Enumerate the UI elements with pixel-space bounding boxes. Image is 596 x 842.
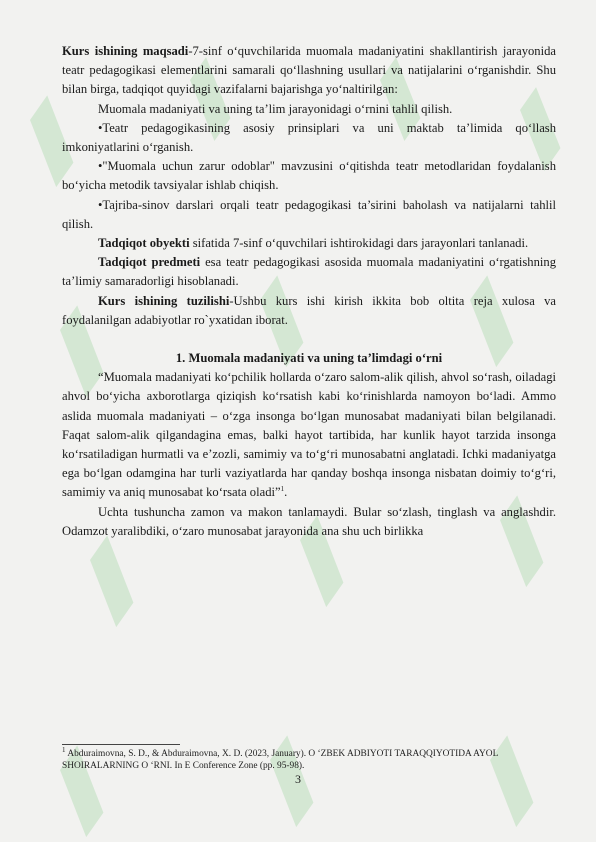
aim-text: -7-sinf o‘quvchilarida muomala madaniyatini shakllantirish jarayonida teatr pedagogikasi elementlarini samarali qo‘llashning usullari va natijalarini o‘rganishdir. Shu bilan birga, tadqiqot quyidagi vazifalarni bajarishga yo‘naltirilgan: xyxy=(62,44,556,97)
paragraph-aim xyxy=(62,42,556,100)
quote-end: . xyxy=(284,485,288,500)
paragraph-object xyxy=(62,234,556,253)
paragraph-task-2: •Teatr pedagogikasining asosiy prinsiplari va uni maktab ta’limida qo‘llash imkoniyatlarini o‘rganish. xyxy=(62,120,556,155)
quote-text: “Muomala madaniyati ko‘pchilik hollarda o‘zaro salom-alik qilish, ahvol so‘rash, oiladagi ahvol bo‘yicha axborotlarga qiziqish ko‘rsatish kabi ko‘rinishlarda namoyon bo‘ladi. Ammo aslida muomala madaniyati – o‘zga insonga bo‘lgan munosabat madaniyati bilan belgilanadi. Faqat salom-alik qilgandagina emas, balki hayot tartibida, har kunlik hayot tarzida insonga ko‘rsatiladigan hurmatli va e’zozli, samimiy va to‘g‘ri munosabatni anglatadi. Ichki madaniyatga ega bo‘lgan odamgina har turli vaziyatlarda har qanday boshqa insonga nisbatan doimiy to‘g‘ri, samimiy va aniq munosabat ko‘rsata oladi” xyxy=(62,370,556,500)
footnote-reference[interactable]: 1 xyxy=(280,485,285,494)
term-structure: Kurs ishining tuzilishi xyxy=(98,293,230,308)
footnote-mark: 1 xyxy=(62,745,66,754)
structure-text: -Ushbu kurs ishi kirish ikkita bob oltita reja xulosa va foydalanilgan adabiyotlar ro`yxatidan iborat. xyxy=(62,293,556,327)
paragraph-task-3: •"Muomala uchun zarur odoblar" mavzusini o‘qitishda teatr metodlaridan foydalanish bo‘yicha metodik tavsiyalar ishlab chiqish. xyxy=(62,159,556,193)
subject-text: esa teatr pedagogikasi asosida muomala madaniyatini o‘rgatishning ta’limiy samaradorligi hisoblanadi. xyxy=(62,255,556,289)
footnote xyxy=(62,745,556,772)
paragraph-subject xyxy=(62,253,556,291)
footnote-text: Abduraimovna, S. D., & Abduraimovna, X. D. (2023, January). O ‘ZBEK ADBIYOTI TARAQQIYOTIDA AYOL SHOIRALARNING O ‘RNI. In E Conference Zone (pp. 95-98). xyxy=(62,749,498,771)
term-object: Tadqiqot obyekti xyxy=(98,236,190,251)
paragraph-task-1: Muomala madaniyati va uning ta’lim jarayonidagi o‘rnini tahlil qilish. xyxy=(98,101,453,116)
section-heading: 1. Muomala madaniyati va uning ta’limdagi o‘rni xyxy=(175,351,443,366)
object-text: sifatida 7-sinf o‘quvchilari ishtirokidagi dars jarayonlari tanlanadi. xyxy=(189,236,529,251)
paragraph-task-4: •Tajriba-sinov darslari orqali teatr pedagogikasi ta’sirini baholash va natijalarni tahlil qilish. xyxy=(62,197,556,231)
term-subject: Tadqiqot predmeti xyxy=(98,255,201,270)
paragraph-structure xyxy=(62,292,556,330)
footnote-separator xyxy=(62,744,180,745)
paragraph-concepts: Uchta tushuncha zamon va makon tanlamaydi. Bular so‘zlash, tinglash va anglashdir. Odamzot yaralibdiki, o‘zaro munosabat jarayonida ana shu uch birlikka xyxy=(62,504,556,538)
page-number: 3 xyxy=(295,772,301,786)
body-text xyxy=(62,42,556,541)
paragraph-quote xyxy=(62,368,556,502)
term-aim: Kurs ishining maqsadi xyxy=(62,44,189,58)
